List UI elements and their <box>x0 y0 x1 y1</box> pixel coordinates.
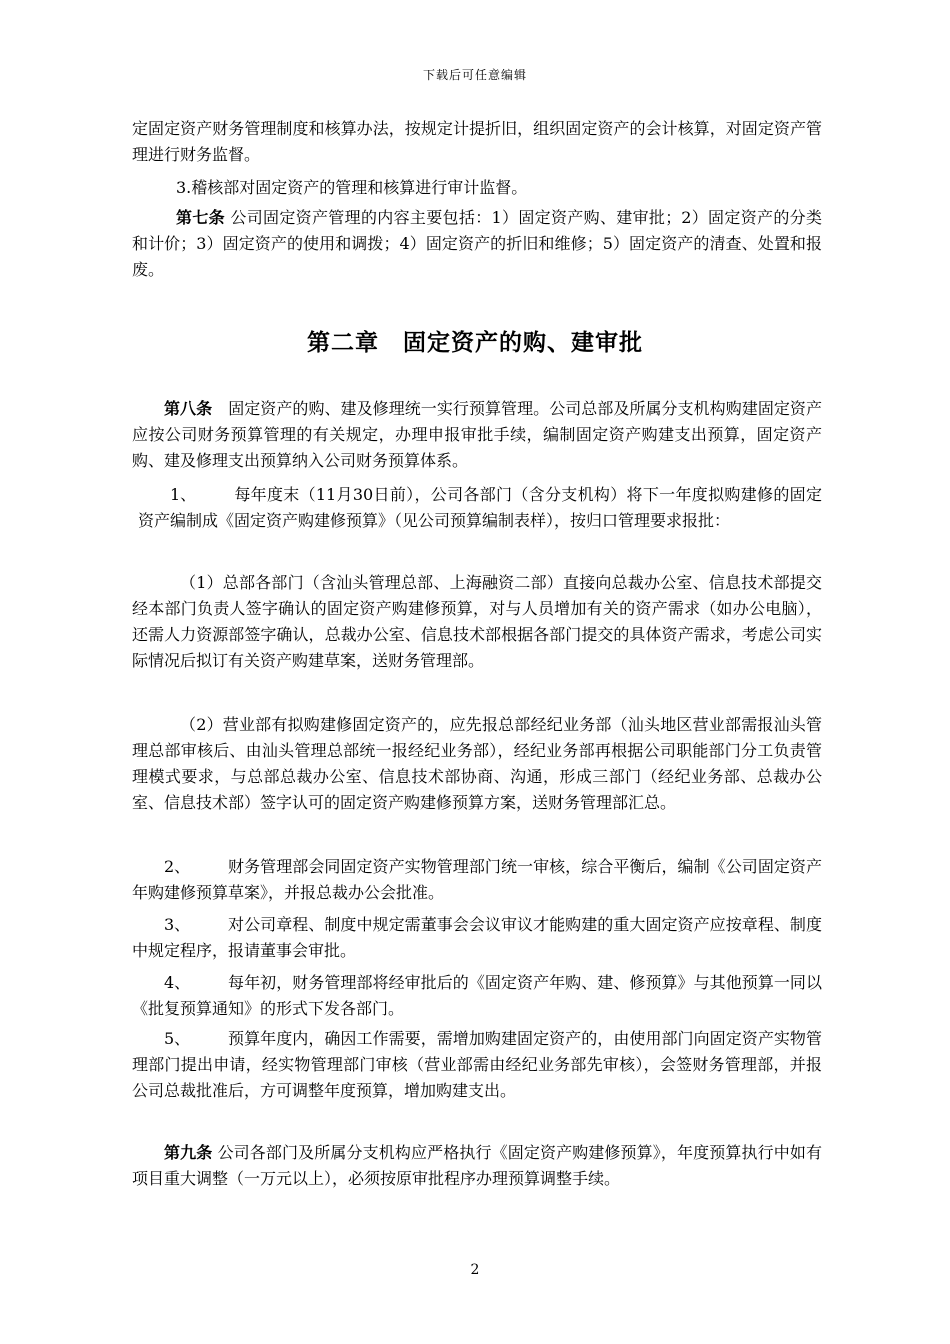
article-9 <box>132 1140 822 1192</box>
article-8 <box>132 396 822 474</box>
item-number: 2、 <box>164 857 191 876</box>
article-text: 公司固定资产管理的内容主要包括：1）固定资产购、建审批；2）固定资产的分类和计价；3）固定资产的使用和调拨；4）固定资产的折旧和维修；5）固定资产的清查、处置和报废。 <box>132 208 822 279</box>
item-1 <box>138 482 822 534</box>
item-text: 预算年度内，确因工作需要，需增加购建固定资产的，由使用部门向固定资产实物管理部门提出申请，经实物管理部门审核（营业部需由经纪业务部先审核），会签财务管理部，并报公司总裁批准后，方可调整年度预算，增加购建支出。 <box>132 1029 822 1100</box>
item-text: 对公司章程、制度中规定需董事会会议审议才能购建的重大固定资产应按章程、制度中规定程序，报请董事会审批。 <box>132 915 822 960</box>
item-4 <box>132 970 822 1022</box>
item-2 <box>132 854 822 906</box>
item-number: 1、 <box>170 485 197 504</box>
article-label: 第七条 <box>176 208 225 227</box>
item-number: 5、 <box>164 1029 191 1048</box>
sub-item-text: （1）总部各部门（含汕头管理总部、上海融资二部）直接向总裁办公室、信息技术部提交经本部门负责人签字确认的固定资产购建修预算，对与人员增加有关的资产需求（如办公电脑），还需人力资源部签字确认，总裁办公室、信息技术部根据各部门提交的具体资产需求，考虑公司实际情况后拟订有关资产购建草案，送财务管理部。 <box>132 573 822 670</box>
page-number: 2 <box>470 1262 480 1278</box>
item-text: 每年度末（11月30日前），公司各部门（含分支机构）将下一年度拟购建修的固定资产编制成《固定资产购建修预算》（见公司预算编制表样），按归口管理要求报批： <box>138 485 822 530</box>
paragraph-text: 定固定资产财务管理制度和核算办法，按规定计提折旧，组织固定资产的会计核算，对固定资产管理进行财务监督。 <box>132 119 822 164</box>
item-text: 每年初，财务管理部将经审批后的《固定资产年购、建、修预算》与其他预算一同以《批复预算通知》的形式下发各部门。 <box>132 973 822 1018</box>
item-3 <box>132 912 822 964</box>
article-text: 公司各部门及所属分支机构应严格执行《固定资产购建修预算》，年度预算执行中如有项目重大调整（一万元以上），必须按原审批程序办理预算调整手续。 <box>132 1143 822 1188</box>
item-number: 3、 <box>164 915 191 934</box>
sub-item-1 <box>132 570 822 674</box>
paragraph-audit <box>176 175 822 201</box>
sub-item-text: （2）营业部有拟购建修固定资产的，应先报总部经纪业务部（汕头地区营业部需报汕头管理总部审核后、由汕头管理总部统一报经纪业务部），经纪业务部再根据公司职能部门分工负责管理模式要求，与总部总裁办公室、信息技术部协商、沟通，形成三部门（经纪业务部、总裁办公室、信息技术部）签字认可的固定资产购建修预算方案，送财务管理部汇总。 <box>132 715 822 812</box>
paragraph-text: 3.稽核部对固定资产的管理和核算进行审计监督。 <box>176 178 528 197</box>
article-7 <box>132 205 822 283</box>
item-text: 财务管理部会同固定资产实物管理部门统一审核，综合平衡后，编制《公司固定资产年购建修预算草案》，并报总裁办公会批准。 <box>132 857 822 902</box>
article-text: 固定资产的购、建及修理统一实行预算管理。公司总部及所属分支机构购建固定资产应按公司财务预算管理的有关规定，办理申报审批手续，编制固定资产购建支出预算，固定资产购、建及修理支出预算纳入公司财务预算体系。 <box>132 399 822 470</box>
article-label: 第八条 <box>164 399 213 418</box>
page-header: 下载后可任意编辑 <box>422 68 527 82</box>
paragraph-continued <box>132 116 822 168</box>
article-label: 第九条 <box>164 1143 213 1162</box>
item-5 <box>132 1026 822 1104</box>
sub-item-2 <box>132 712 822 816</box>
chapter-title: 第二章 固定资产的购、建审批 <box>307 329 643 356</box>
item-number: 4、 <box>164 973 191 992</box>
